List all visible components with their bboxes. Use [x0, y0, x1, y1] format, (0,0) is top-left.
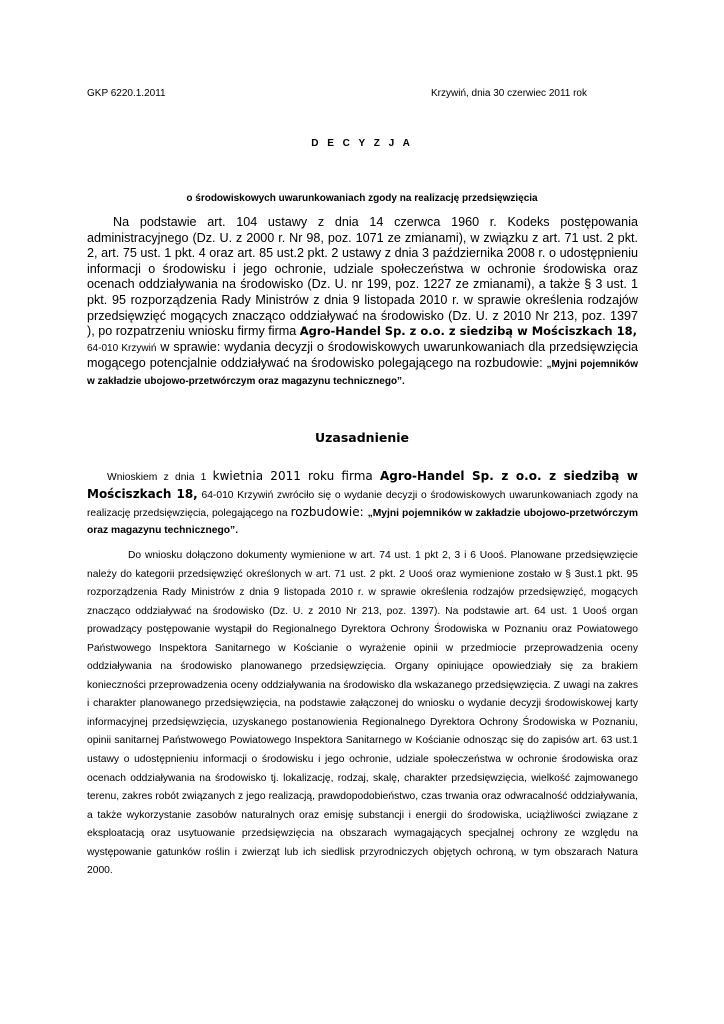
justification-paragraph-1 [87, 468, 638, 539]
intro-text-b: w sprawie: wydania decyzji o środowiskowych uwarunkowaniach dla przedsięwzięcia mogącego potencjalnie oddziaływać na środowisko polegającego na rozbudowie: [87, 339, 638, 371]
place-date: Krzywiń, dnia 30 czerwiec 2011 rok [431, 88, 587, 99]
justification-paragraph-2 [87, 547, 638, 881]
para2-a: Wnioskiem z dnia 1 [107, 472, 213, 483]
case-number: GKP 6220.1.2011 [87, 88, 166, 99]
para3-text: Do wniosku dołączono dokumenty wymienione w art. 74 ust. 1 pkt 2, 3 i 6 Uooś. Planowane przedsięwzięcie należy do kategorii przedsięwzięć określonych w art. 71 ust. 2 pkt. 2 Uooś oraz wymienione zostało w § 3ust.1 pkt. 95 rozporządzenia Rady Ministrów z dnia 9 listopada 2010 r. w sprawie określenia rodzajów przedsięwzięć, mogących znacząco oddziaływać na środowisko (Dz. U. z 2010 Nr 213, poz. 1397). Na podstawie art. 64 ust. 1 Uooś organ prowadzący postępowanie wystąpił do Regionalnego Dyrektora Ochrony Środowiska w Poznaniu oraz Powiatowego Państwowego Inspektora Sanitarnego w Kościanie o wyrażenie opinii w przedmiocie przeprowadzenia oceny oddziaływania na środowisko planowanego przedsięwzięcia. Organy opiniujące opowiedziały się za brakiem konieczności przeprowadzenia oceny oddziaływania na środowisko dla wskazanego przedsięwzięcia. Z uwagi na zakres i charakter planowanego przedsięwzięcia, na podstawie załączonej do wniosku o wydanie decyzji środowiskowej karty informacyjnej przedsięwzięcia, uzyskanego postanowienia Regionalnego Dyrektora Ochrony Środowiska w Poznaniu, opinii sanitarnej Państwowego Powiatowego Inspektora Sanitarnego w Kościanie odnosząc się do zapisów art. 63 ust.1 ustawy o udostępnieniu informacji o środowisku i jego ochronie, udziale społeczeństwa w ochronie środowiska oraz ocenach oddziaływania na środowisko tj. lokalizację, rodzaj, skalę, charakter przedsięwzięcia, wielkość zajmowanego terenu, zakres robót związanych z jego realizacją, prawdopodobieństwo, czas trwania oraz odwracalność oddziaływania, a także wykorzystanie zasobów naturalnych oraz emisję substancji i energii do środowiska, uciążliwości związane z eksploatacją oraz usytuowanie przedsięwzięcia na obszarach wymagających specjalnej ochrony ze względu na występowanie gatunków roślin i zwierząt lub ich siedlisk przyrodniczych objętych ochroną, w tym obszarach Natura 2000. [87, 550, 638, 877]
document-subtitle: o środowiskowych uwarunkowaniach zgody na realizację przedsięwzięcia [186, 193, 538, 204]
para2-company: Agro-Handel Sp. z o.o. z siedzibą w Mościszkach 18, [87, 469, 639, 501]
para2-d: rozbudowie: [290, 505, 368, 519]
intro-project: „Myjni pojemników w zakładzie ubojowo-przetwórczym oraz magazynu technicznego”. [87, 359, 638, 387]
para2-project: „Myjni pojemników w zakładzie ubojowo-przetwórczym oraz magazynu technicznego”. [87, 508, 639, 536]
intro-text-a: Na podstawie art. 104 ustawy z dnia 14 czerwca 1960 r. Kodeks postępowania administracyjnego (Dz. U. z 2000 r. Nr 98, poz. 1071 ze zmianami), w związku z art. 71 ust. 2 pkt. 2, art. 75 ust. 1 pkt. 4 oraz art. 85 ust.2 pkt. 2 ustawy z dnia 3 października 2008 r. o udostępnieniu informacji o środowisku i jego ochronie, udziale społeczeństwa w ochronie środowiska oraz ocenach oddziaływania na środowisko (Dz. U. nr 199, poz. 1227 ze zmianami), a także § 3 ust. 1 pkt. 95 rozporządzenia Rady Ministrów z dnia 9 listopada 2010 r. w sprawie określenia rodzajów przedsięwzięć mogących znacząco oddziaływać na środowisko (Dz. U. z 2010 Nr 213, poz. 1397 ), po rozpatrzeniu wniosku firmy firma [87, 215, 638, 339]
section-title: Uzasadnienie [314, 430, 409, 445]
intro-postal: 64-010 Krzywiń [87, 342, 157, 354]
para2-c: 64-010 Krzywiń zwróciło się o wydanie decyzji o środowiskowych uwarunkowaniach zgody na realizację przedsięwzięcia, polegającego na [87, 490, 638, 519]
intro-paragraph [87, 215, 638, 390]
document-title: D E C Y Z J A [311, 138, 413, 149]
para2-b: kwietnia 2011 roku firma [212, 469, 380, 483]
intro-company: Agro-Handel Sp. z o.o. z siedzibą w Mościszkach 18, [299, 324, 637, 339]
